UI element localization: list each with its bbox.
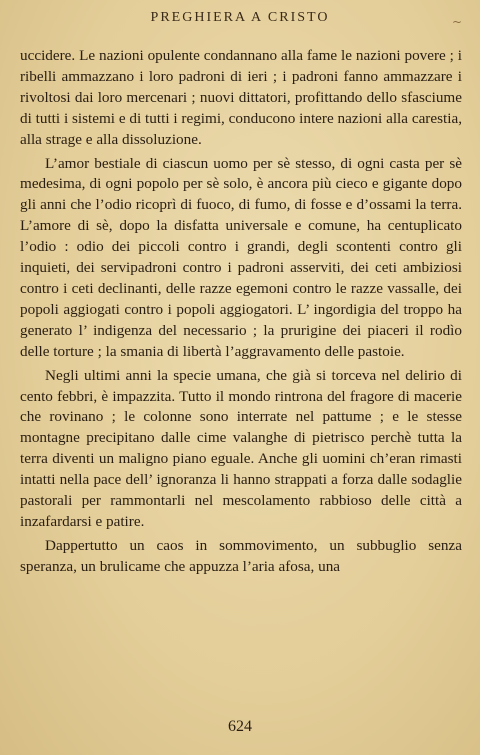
running-header-title: PREGHIERA A CRISTO <box>150 10 330 25</box>
paragraph-4: Dappertutto un caos in sommovimento, un subbuglio senza speranza, un brulicame che appuzza l’aria afosa, una <box>20 536 462 575</box>
body-text <box>20 46 462 581</box>
paragraph-3: Negli ultimi anni la specie umana, che già si torceva nel delirio di cento febbri, è impazzita. Tutto il mondo rintrona del fragore di macerie che rovinano ; le colonne sono interrate nel pattume ; e le stesse montagne precipitano dalle cime valanghe di pietrisco perchè tutta la terra diventi un maligno piano eguale. Anche gli uomini ch’eran rimasti intatti nella pace dell’ ignoranza li hanno strappati a forza dalle sodaglie pastorali per rammontarli nel mescolamento rabbioso delle città a inzafardarsi e patire. <box>20 366 462 530</box>
ink-mark-icon: ~ <box>451 15 462 29</box>
paragraph-2: L’amor bestiale di ciascun uomo per sè stesso, di ogni casta per sè medesima, di ogni popolo per sè solo, è ancora più cieco e gigante dopo gli anni che l’odio ricoprì di fuoco, di fumo, di fosse e d’ossami la terra. L’amore di sè, dopo la disfatta universale e comune, ha centuplicato l’odio : odio dei piccoli contro i grandi, degli scontenti contro gli inquieti, dei servipadroni contro i padroni asserviti, dei ceti ambiziosi contro i ceti declinanti, delle razze egemoni contro le razze vassalle, dei popoli aggiogati contro i popoli aggiogatori. L’ ingordigia del troppo ha generato l’ indigenza del necessario ; la prurigine dei piaceri il rodìo delle torture ; la smania di libertà l’aggravamento delle pastoie. <box>20 154 462 360</box>
paragraph-1: uccidere. Le nazioni opulente condannano alla fame le nazioni povere ; i ribelli ammazzano i loro padroni di ieri ; i padroni fanno ammazzare i rivoltosi dai loro mercenari ; nuovi dittatori, profittando dello sfasciume di tutti i sistemi e di tutti i regimi, conducono intere nazioni alla carestia, alla strage e alla dissoluzione. <box>20 47 462 148</box>
page-number: 624 <box>228 718 252 735</box>
